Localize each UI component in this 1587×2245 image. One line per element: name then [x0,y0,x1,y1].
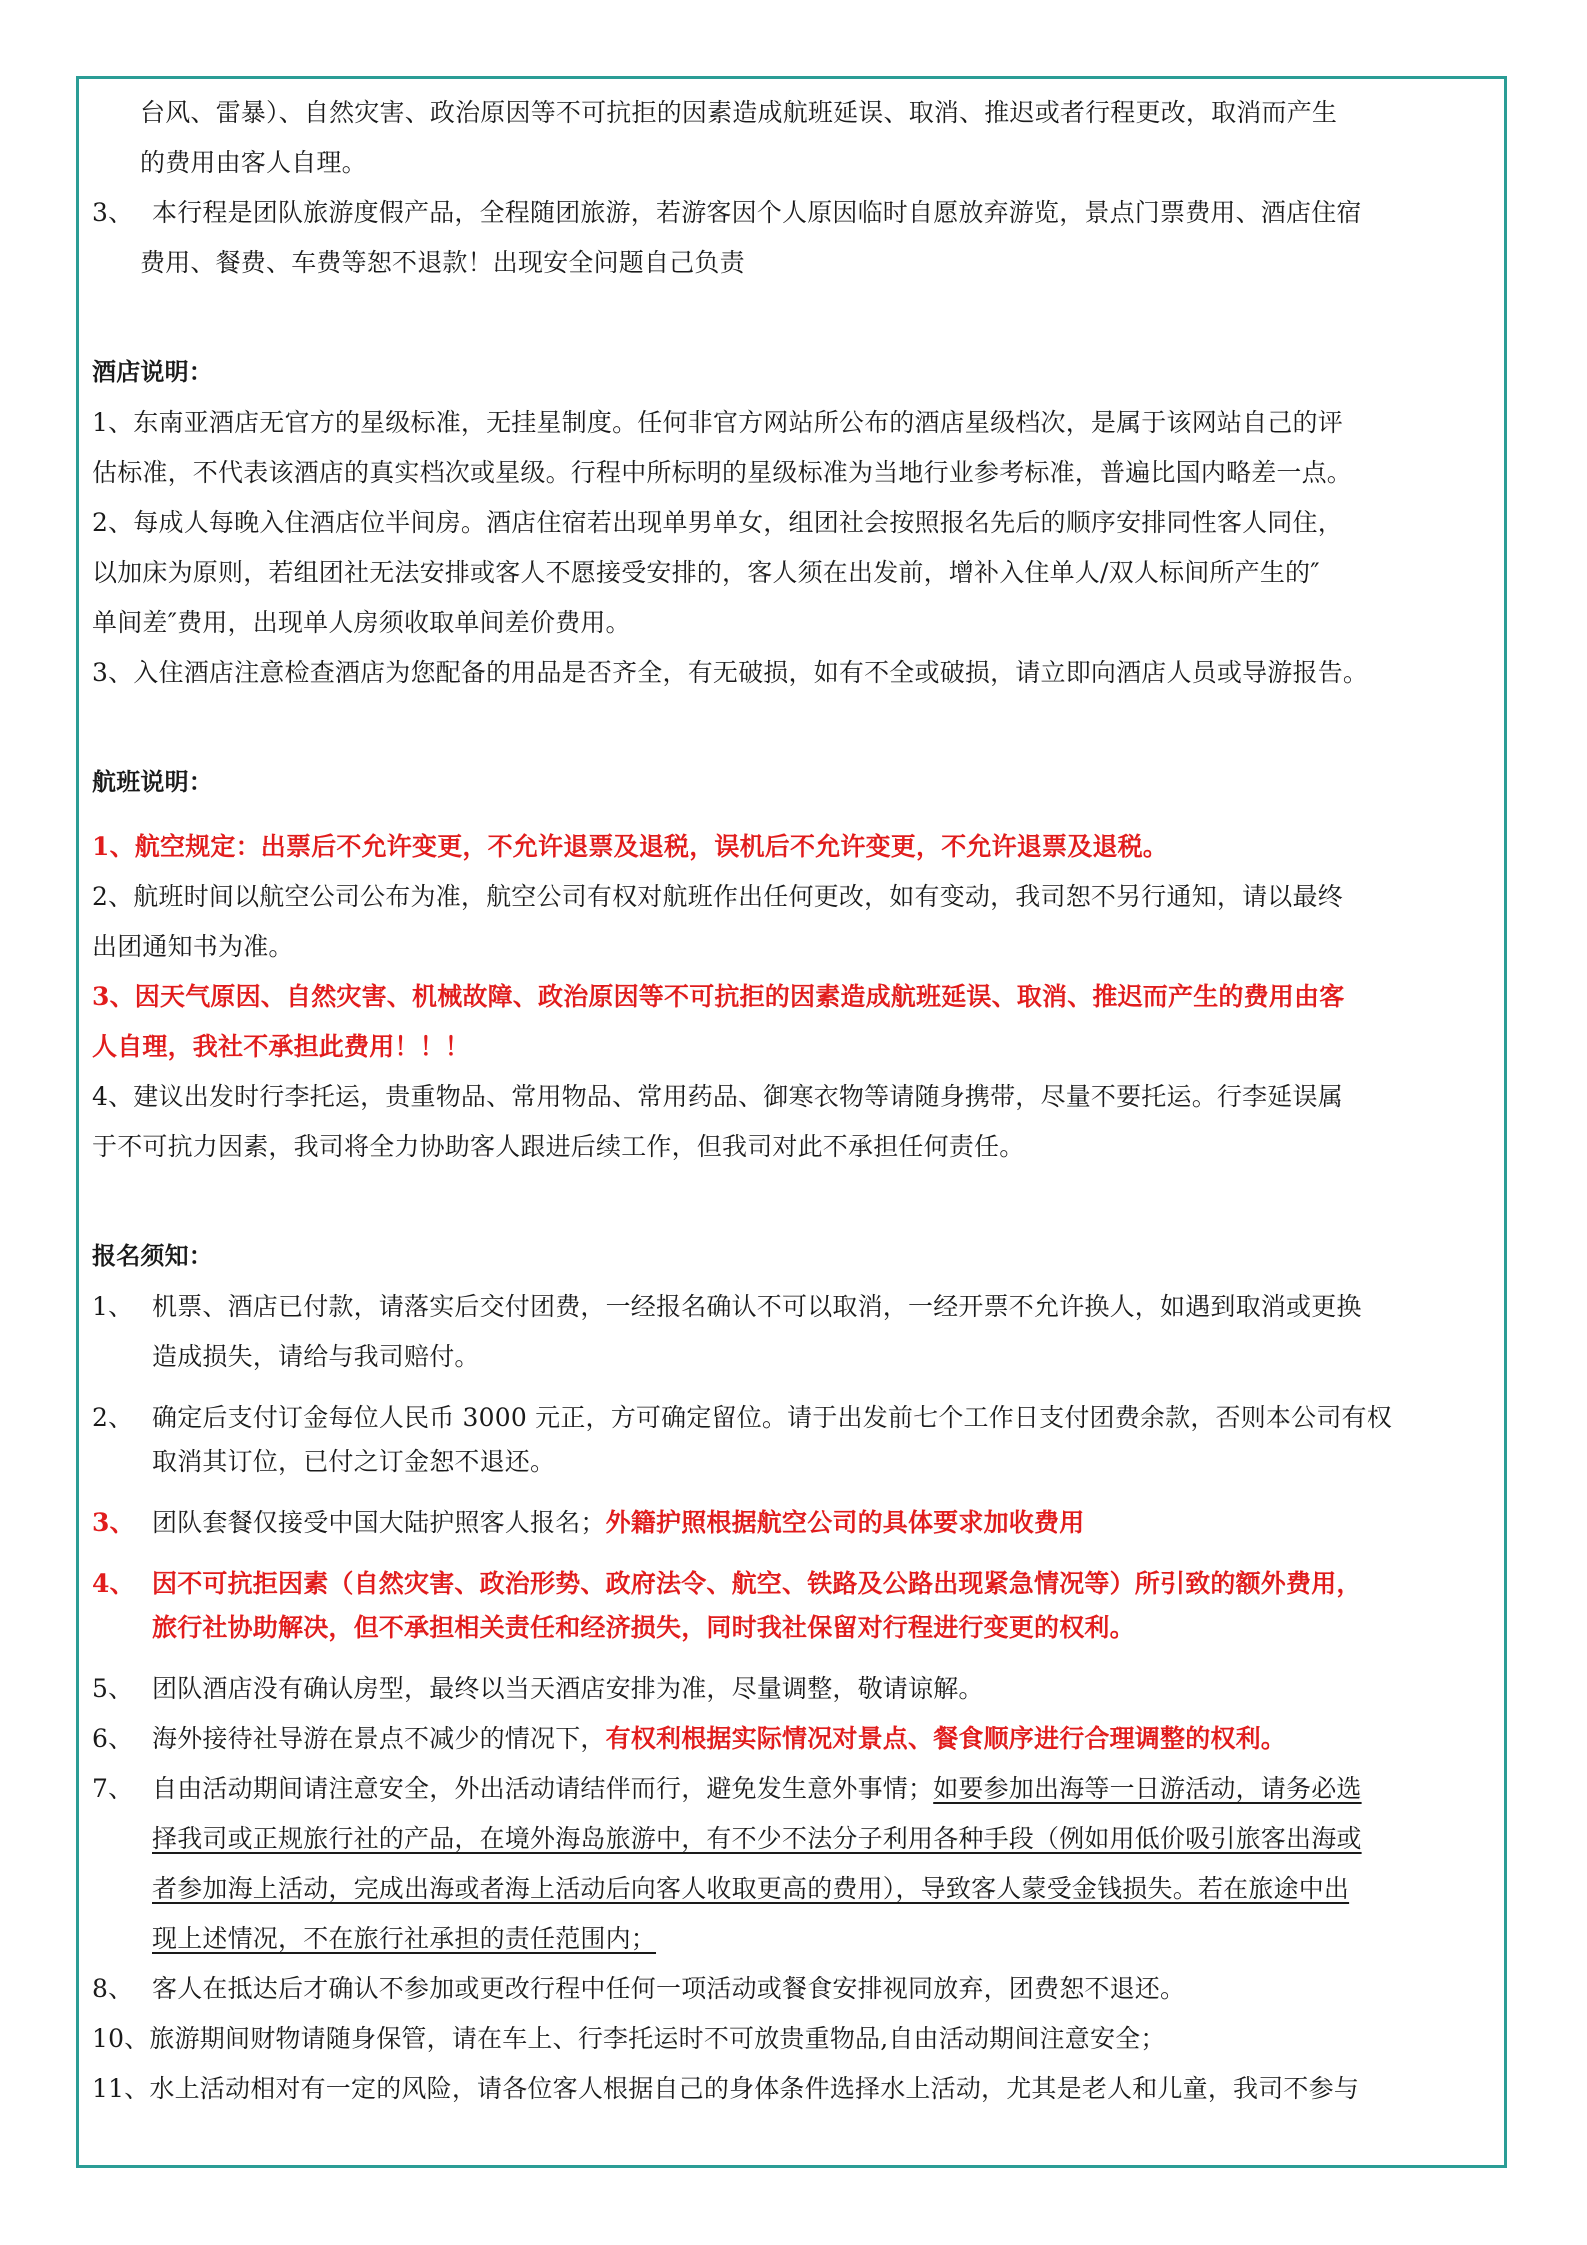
reg-item-5 [92,1664,1496,1714]
reg-item-2-line2: 取消其订位，已付之订金恕不退还。 [152,1447,556,1476]
list-number: 1、 [92,1292,134,1321]
hotel-item-1-line1: 1、东南亚酒店无官方的星级标准，无挂星制度。任何非官方网站所公布的酒店星级档次，是属于该网站自己的评 [92,408,1343,437]
reg-item-5-text: 团队酒店没有确认房型，最终以当天酒店安排为准，尽量调整，敬请谅解。 [152,1674,984,1703]
flight-item-3-line1: 3、因天气原因、自然灾害、机械故障、政治原因等不可抗拒的因素造成航班延误、取消、推迟而产生的费用由客 [92,982,1345,1011]
reg-item-2-line1 [92,1396,1496,1440]
intro-p3-line2: 费用、餐费、车费等恕不退款！出现安全问题自己负责 [140,248,745,277]
hotel-item-3-line1: 3、入住酒店注意检查酒店为您配备的用品是否齐全，有无破损，如有不全或破损，请立即向酒店人员或导游报告。 [92,658,1369,687]
spacer [92,698,1496,756]
list-number: 2、 [92,1403,134,1432]
list-number: 3、 [92,198,134,227]
list-number: 6、 [92,1724,134,1753]
list-number: 3、 [92,1508,135,1537]
reg-item-4-text: 因不可抗拒因素（自然灾害、政治形势、政府法令、航空、铁路及公路出现紧急情况等）所引致的额外费用， [152,1569,1362,1598]
hotel-item-2-line1: 2、每成人每晚入住酒店位半间房。酒店住宿若出现单男单女，组团社会按照报名先后的顺序安排同性客人同住， [92,508,1343,537]
spacer [92,808,1496,822]
flight-item-2-line1: 2、航班时间以航空公司公布为准，航空公司有权对航班作出任何更改，如有变动，我司恕不另行通知，请以最终 [92,882,1343,911]
reg-item-8 [92,1964,1496,2014]
hotel-heading: 酒店说明： [92,357,213,386]
reg-item-7-line1 [92,1764,1496,1814]
reg-item-1-text: 机票、酒店已付款，请落实后交付团费，一经报名确认不可以取消，一经开票不允许换人，如遇到取消或更换 [152,1292,1362,1321]
hotel-item-1-line2: 估标准，不代表该酒店的真实档次或星级。行程中所标明的星级标准为当地行业参考标准，普遍比国内略差一点。 [92,458,1353,487]
reg-item-4-line2: 旅行社协助解决，但不承担相关责任和经济损失，同时我社保留对行程进行变更的权利。 [152,1613,1135,1642]
reg-item-6-text-a: 海外接待社导游在景点不减少的情况下， [152,1724,606,1753]
intro-p3-text: 本行程是团队旅游度假产品，全程随团旅游，若游客因个人原因临时自愿放弃游览，景点门票费用、酒店住宿 [152,198,1362,227]
list-number: 8、 [92,1974,134,2003]
reg-item-7-line2 [92,1814,1496,1864]
spacer [92,288,1496,346]
reg-item-6 [92,1714,1496,1764]
reg-item-7-text-b: 如要参加出海等一日游活动，请务必选 [933,1774,1362,1803]
reg-item-3-text-b: 外籍护照根据航空公司的具体要求加收费用 [605,1508,1085,1537]
flight-item-2-line2: 出团通知书为准。 [92,932,294,961]
flight-item-1: 1、航空规定：出票后不允许变更，不允许退票及退税，误机后不允许变更，不允许退票及退税。 [92,832,1168,861]
reg-item-11: 11、水上活动相对有一定的风险，请各位客人根据自己的身体条件选择水上活动，尤其是老人和儿童，我司不参与 [92,2074,1360,2103]
reg-item-7-line4 [92,1914,1496,1964]
hotel-item-2-line2: 以加床为原则，若组团社无法安排或客人不愿接受安排的，客人须在出发前，增补入住单人/双人标间所产生的″ [92,558,1320,587]
flight-item-3-line2: 人自理，我社不承担此费用！！！ [92,1032,471,1061]
reg-item-8-text: 客人在抵达后才确认不参加或更改行程中任何一项活动或餐食安排视同放弃，团费恕不退还。 [152,1974,1186,2003]
registration-heading: 报名须知： [92,1241,213,1270]
flight-heading: 航班说明： [92,767,213,796]
reg-item-7-line4-text: 现上述情况，不在旅行社承担的责任范围内； [152,1924,657,1953]
list-number: 4、 [92,1569,135,1598]
flight-item-4-line2: 于不可抗力因素，我司将全力协助客人跟进后续工作，但我司对此不承担任何责任。 [92,1132,1025,1161]
reg-item-3-text-a: 团队套餐仅接受中国大陆护照客人报名； [152,1508,606,1537]
spacer [92,1650,1496,1664]
reg-item-7-text-a: 自由活动期间请注意安全，外出活动请结伴而行，避免发生意外事情； [152,1774,934,1803]
intro-p3-line1 [92,188,1496,238]
list-number: 7、 [92,1774,134,1803]
spacer [92,1484,1496,1498]
spacer [92,1172,1496,1230]
reg-item-7-line3 [92,1864,1496,1914]
reg-item-1-line1 [92,1282,1496,1332]
list-number: 5、 [92,1674,134,1703]
spacer [92,1548,1496,1562]
reg-item-7-line2-text: 择我司或正规旅行社的产品，在境外海岛旅游中，有不少不法分子利用各种手段（例如用低价吸引旅客出海或 [152,1824,1362,1853]
reg-item-3 [92,1498,1496,1548]
intro-p2-line2: 的费用由客人自理。 [140,148,367,177]
reg-item-10: 10、旅游期间财物请随身保管，请在车上、行李托运时不可放贵重物品,自由活动期间注意安全； [92,2024,1166,2053]
spacer [92,1382,1496,1396]
hotel-item-2-line3: 单间差″费用，出现单人房须收取单间差价费用。 [92,608,631,637]
reg-item-6-text-b: 有权利根据实际情况对景点、餐食顺序进行合理调整的权利。 [605,1724,1287,1753]
reg-item-4-line1 [92,1562,1496,1606]
document-body [92,88,1496,2114]
reg-item-1-line2: 造成损失，请给与我司赔付。 [152,1342,480,1371]
reg-item-7-line3-text: 者参加海上活动，完成出海或者海上活动后向客人收取更高的费用），导致客人蒙受金钱损失。若在旅途中出 [152,1874,1350,1903]
intro-p2-line1: 台风、雷暴）、自然灾害、政治原因等不可抗拒的因素造成航班延误、取消、推迟或者行程更改，取消而产生 [140,98,1338,127]
reg-item-2-text: 确定后支付订金每位人民币 3000 元正，方可确定留位。请于出发前七个工作日支付团费余款，否则本公司有权 [152,1403,1392,1432]
flight-item-4-line1: 4、建议出发时行李托运，贵重物品、常用物品、常用药品、御寒衣物等请随身携带，尽量不要托运。行李延误属 [92,1082,1343,1111]
